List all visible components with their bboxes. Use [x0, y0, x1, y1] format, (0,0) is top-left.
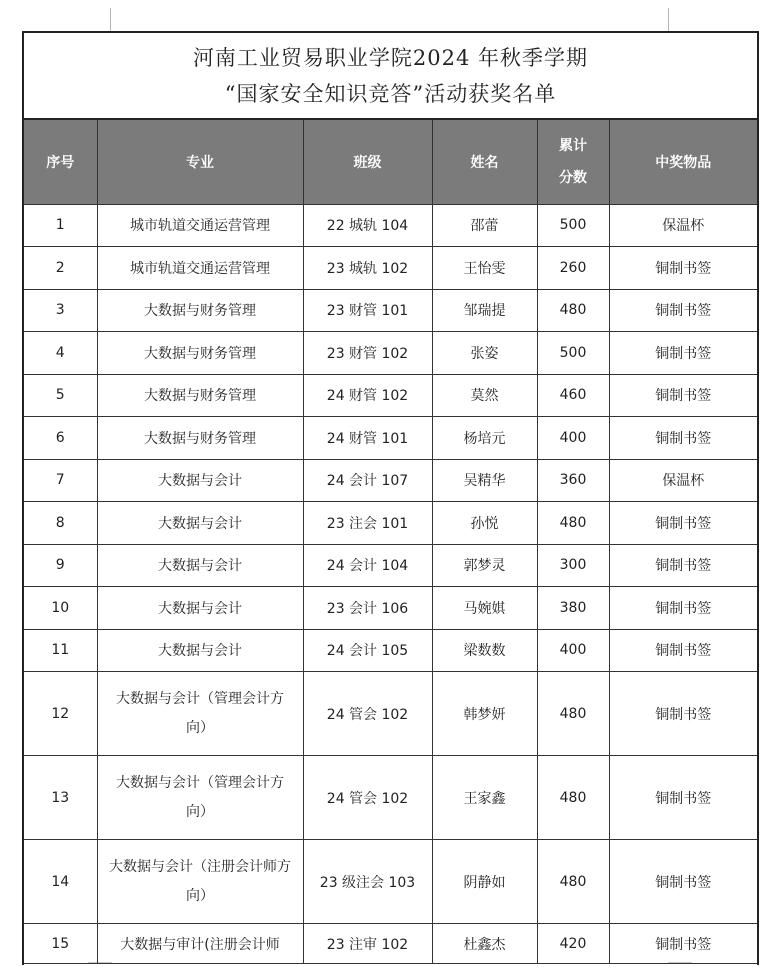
cell-seq: 15 [24, 924, 97, 964]
cell-major: 大数据与审计(注册会计师 [97, 924, 303, 964]
cell-name: 孙悦 [432, 502, 537, 545]
cell-name: 邵蕾 [432, 204, 537, 247]
header-seq: 序号 [24, 120, 97, 204]
table-body [24, 204, 757, 964]
cell-name: 莫然 [432, 374, 537, 417]
cell-seq: 12 [24, 672, 97, 756]
cell-class: 22 城轨 104 [303, 204, 432, 247]
cell-score: 480 [537, 840, 609, 924]
cell-class: 23 注审 102 [303, 924, 432, 964]
cell-seq: 7 [24, 459, 97, 502]
cell-name: 邹瑞提 [432, 289, 537, 332]
cell-prize: 铜制书签 [609, 840, 757, 924]
cell-class: 24 管会 102 [303, 672, 432, 756]
crop-mark-right [668, 8, 669, 31]
cell-name: 韩梦妍 [432, 672, 537, 756]
cell-class: 23 会计 106 [303, 587, 432, 630]
cell-prize: 铜制书签 [609, 629, 757, 672]
cell-score: 480 [537, 502, 609, 545]
cell-name: 王怡雯 [432, 247, 537, 290]
cell-prize: 铜制书签 [609, 374, 757, 417]
cell-class: 24 管会 102 [303, 756, 432, 840]
cell-score: 460 [537, 374, 609, 417]
cell-major: 大数据与会计（注册会计师方向） [97, 840, 303, 924]
table-row [24, 840, 757, 924]
document-title [24, 33, 757, 120]
cell-score: 400 [537, 417, 609, 460]
cell-score: 480 [537, 289, 609, 332]
cell-prize: 铜制书签 [609, 332, 757, 375]
cell-score: 360 [537, 459, 609, 502]
cell-seq: 4 [24, 332, 97, 375]
cell-class: 23 注会 101 [303, 502, 432, 545]
cell-prize: 铜制书签 [609, 587, 757, 630]
cell-name: 王家鑫 [432, 756, 537, 840]
cell-seq: 3 [24, 289, 97, 332]
cell-score: 420 [537, 924, 609, 964]
cell-score: 380 [537, 587, 609, 630]
cell-major: 大数据与会计 [97, 629, 303, 672]
cell-prize: 铜制书签 [609, 289, 757, 332]
award-table [24, 120, 757, 964]
cell-score: 260 [537, 247, 609, 290]
table-row [24, 459, 757, 502]
cell-seq: 2 [24, 247, 97, 290]
table-row [24, 247, 757, 290]
cell-seq: 10 [24, 587, 97, 630]
cell-class: 23 级注会 103 [303, 840, 432, 924]
table-row [24, 587, 757, 630]
cell-class: 24 财管 102 [303, 374, 432, 417]
header-major: 专业 [97, 120, 303, 204]
cell-major: 大数据与财务管理 [97, 289, 303, 332]
cell-seq: 1 [24, 204, 97, 247]
cell-prize: 保温杯 [609, 459, 757, 502]
cell-name: 马婉娸 [432, 587, 537, 630]
cell-prize: 铜制书签 [609, 924, 757, 964]
cell-class: 23 城轨 102 [303, 247, 432, 290]
cell-score: 500 [537, 332, 609, 375]
table-row [24, 544, 757, 587]
cell-major: 大数据与会计 [97, 502, 303, 545]
cell-seq: 8 [24, 502, 97, 545]
cell-score: 480 [537, 672, 609, 756]
cell-seq: 13 [24, 756, 97, 840]
cell-name: 张姿 [432, 332, 537, 375]
cell-major: 大数据与会计（管理会计方向） [97, 756, 303, 840]
cell-prize: 铜制书签 [609, 502, 757, 545]
cell-name: 阴静如 [432, 840, 537, 924]
cell-score: 300 [537, 544, 609, 587]
cell-major: 大数据与会计 [97, 459, 303, 502]
cell-major: 大数据与财务管理 [97, 417, 303, 460]
cell-seq: 14 [24, 840, 97, 924]
table-row [24, 756, 757, 840]
cell-class: 24 财管 101 [303, 417, 432, 460]
table-row [24, 672, 757, 756]
cell-major: 大数据与会计 [97, 544, 303, 587]
cell-major: 大数据与会计 [97, 587, 303, 630]
table-row [24, 289, 757, 332]
cell-prize: 保温杯 [609, 204, 757, 247]
cell-score: 400 [537, 629, 609, 672]
cell-class: 24 会计 104 [303, 544, 432, 587]
cell-prize: 铜制书签 [609, 417, 757, 460]
cell-major: 大数据与会计（管理会计方向） [97, 672, 303, 756]
table-row [24, 629, 757, 672]
table-header [24, 120, 757, 204]
cell-seq: 5 [24, 374, 97, 417]
award-list-document [22, 31, 759, 965]
cell-seq: 6 [24, 417, 97, 460]
header-score [537, 120, 609, 204]
cell-class: 24 会计 105 [303, 629, 432, 672]
cell-name: 郭梦灵 [432, 544, 537, 587]
table-row [24, 924, 757, 964]
table-row [24, 374, 757, 417]
header-score-line1: 累计 [559, 137, 587, 154]
header-class: 班级 [303, 120, 432, 204]
table-row [24, 332, 757, 375]
header-prize: 中奖物品 [609, 120, 757, 204]
cell-name: 杨培元 [432, 417, 537, 460]
cell-seq: 11 [24, 629, 97, 672]
cell-seq: 9 [24, 544, 97, 587]
cell-class: 24 会计 107 [303, 459, 432, 502]
cell-prize: 铜制书签 [609, 544, 757, 587]
crop-mark-left [110, 8, 111, 31]
cell-major: 城市轨道交通运营管理 [97, 204, 303, 247]
cell-major: 大数据与财务管理 [97, 374, 303, 417]
cell-prize: 铜制书签 [609, 247, 757, 290]
cell-name: 吴精华 [432, 459, 537, 502]
cell-score: 500 [537, 204, 609, 247]
cell-prize: 铜制书签 [609, 756, 757, 840]
header-score-line2: 分数 [559, 169, 587, 186]
cell-name: 杜鑫杰 [432, 924, 537, 964]
table-row [24, 204, 757, 247]
cell-score: 480 [537, 756, 609, 840]
cell-prize: 铜制书签 [609, 672, 757, 756]
title-line-2: “国家安全知识竞答”活动获奖名单 [224, 81, 557, 106]
cell-major: 城市轨道交通运营管理 [97, 247, 303, 290]
header-name: 姓名 [432, 120, 537, 204]
table-row [24, 502, 757, 545]
cell-class: 23 财管 102 [303, 332, 432, 375]
cell-name: 梁数数 [432, 629, 537, 672]
cell-major: 大数据与财务管理 [97, 332, 303, 375]
cell-class: 23 财管 101 [303, 289, 432, 332]
table-row [24, 417, 757, 460]
title-line-1: 河南工业贸易职业学院2024 年秋季学期 [192, 45, 589, 70]
